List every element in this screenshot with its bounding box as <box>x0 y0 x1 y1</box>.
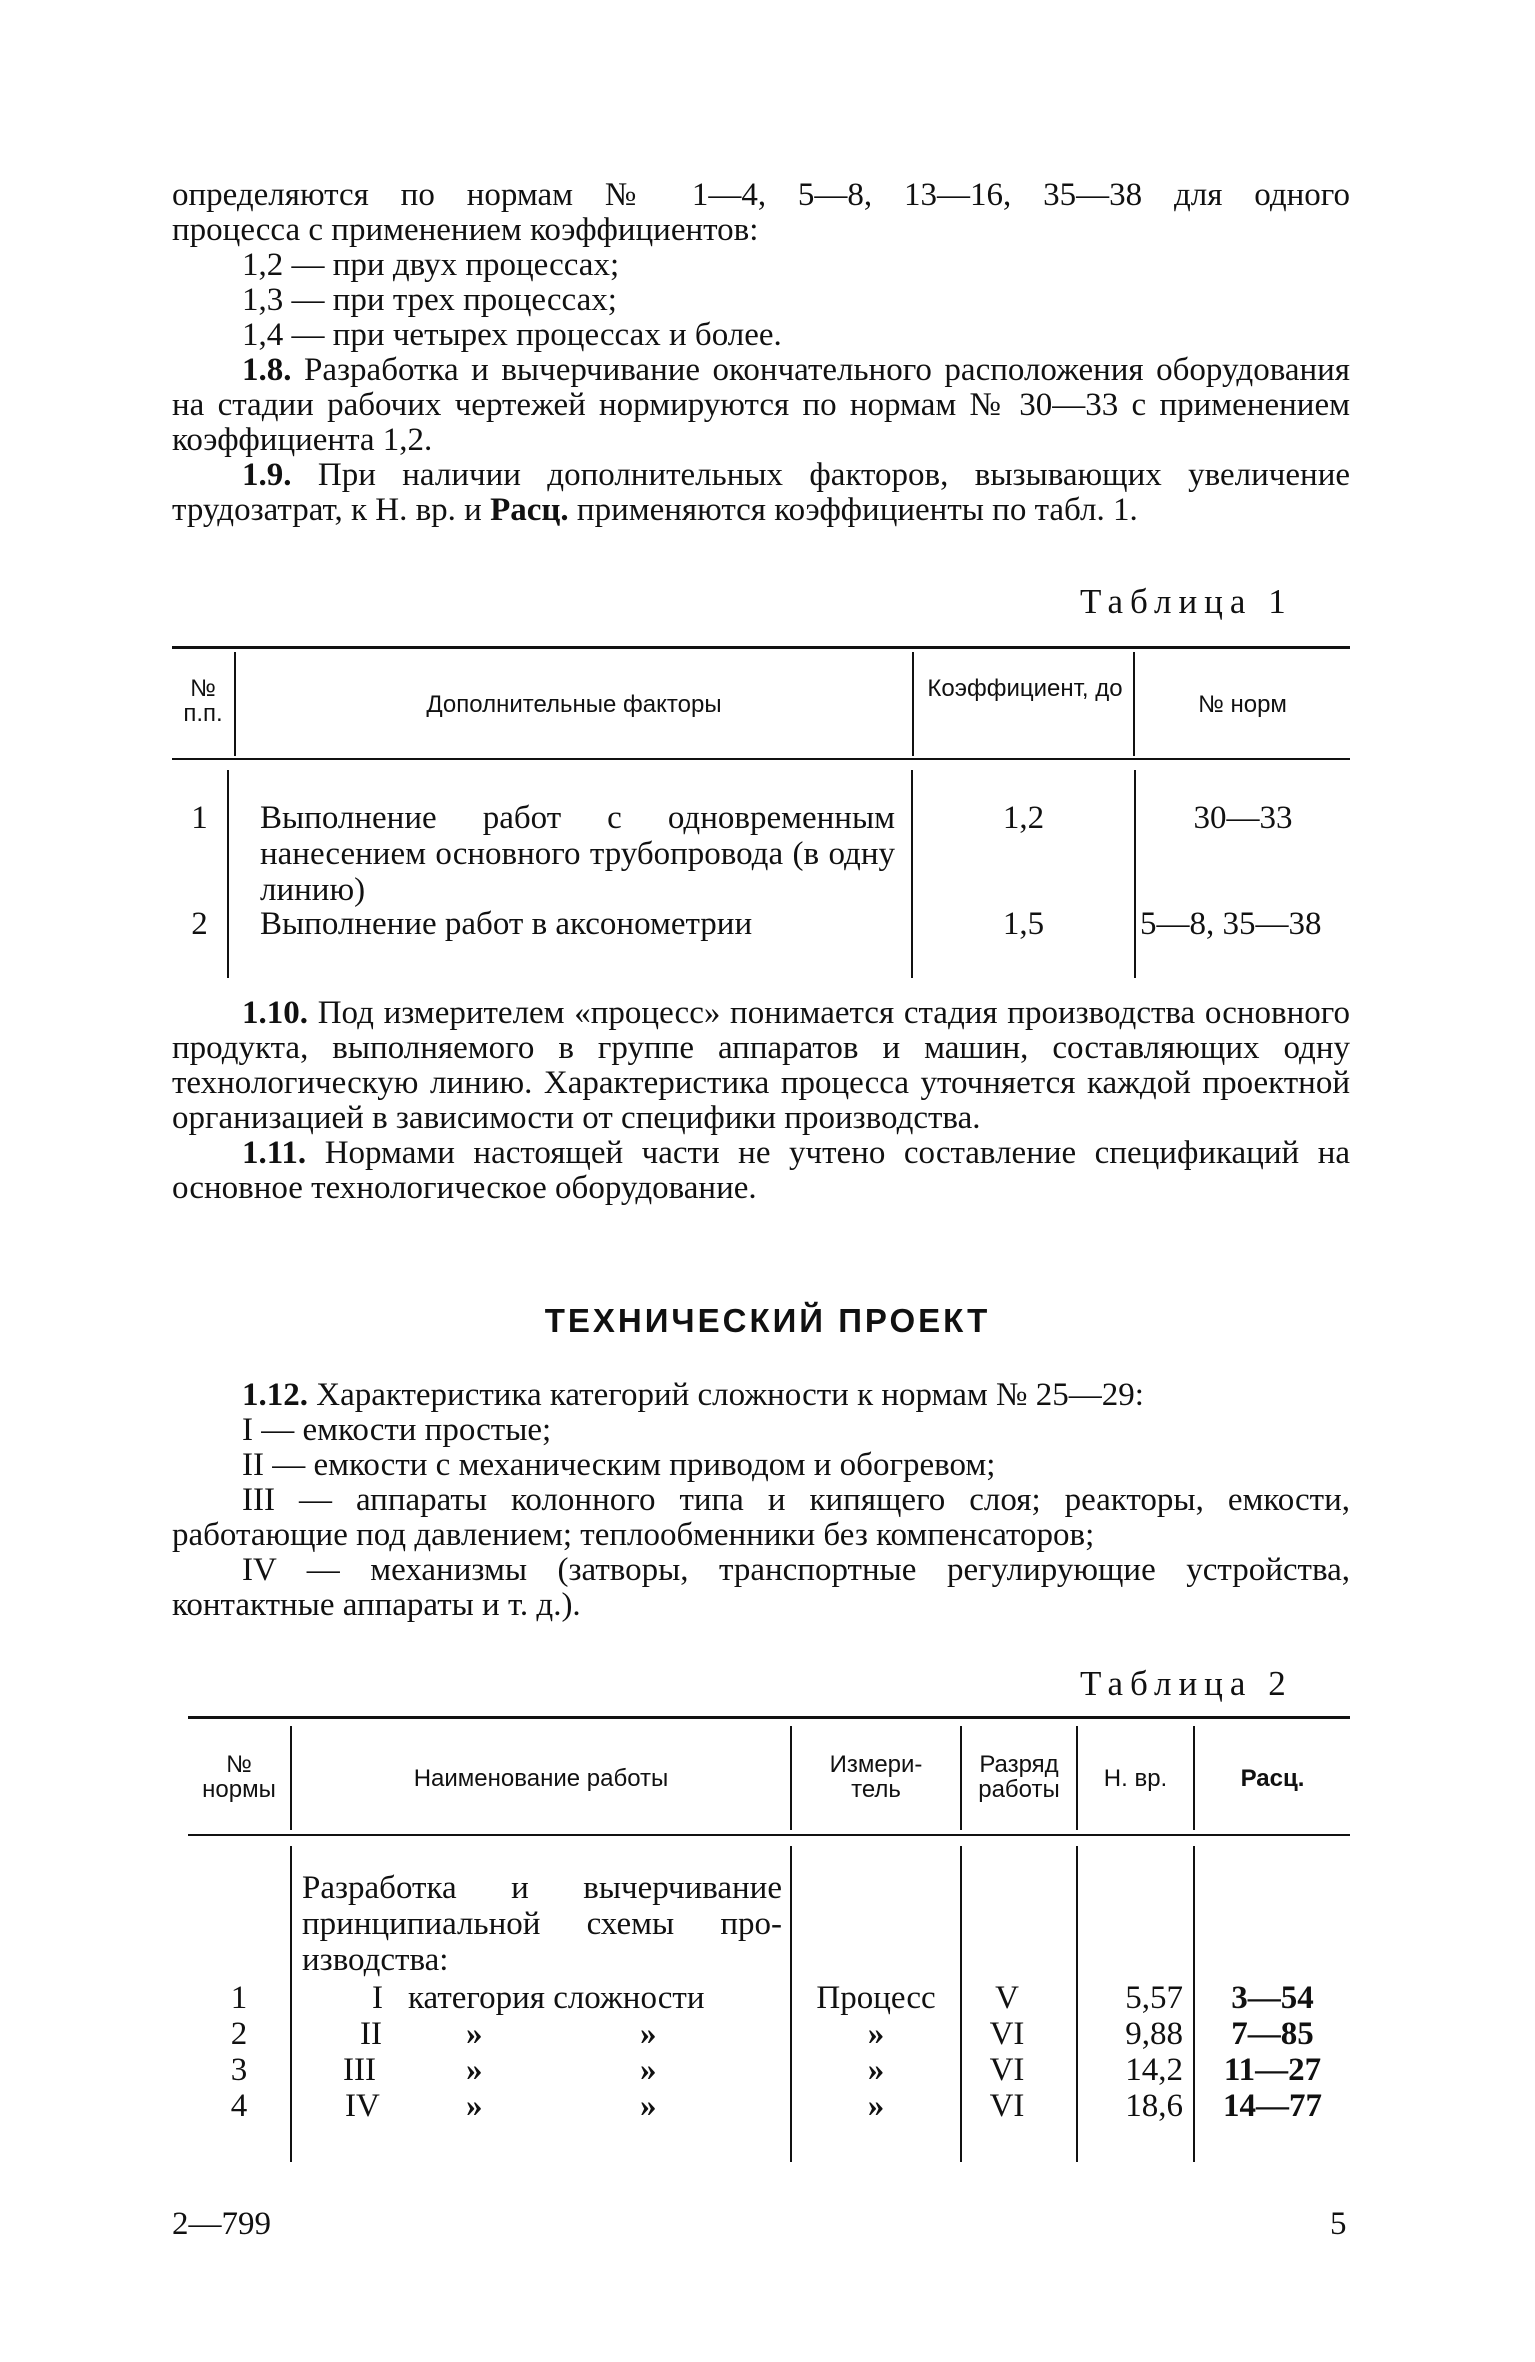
paragraph-1-8 <box>172 353 1350 458</box>
table-1-top-rule <box>172 646 1350 649</box>
coefficient-item-3: 1,4 — при четырех процессах и более. <box>242 317 782 353</box>
paragraph-1-12 <box>172 1378 1350 1413</box>
coefficient-item-2: 1,3 — при трех процессах; <box>242 282 617 318</box>
complexity-category-3: III — аппараты колонного типа и кипящего слоя; реакторы, емкости, работающие под давлением; теплообменники без компенсаторов; <box>172 1482 1350 1553</box>
row-ditto: » <box>466 2052 483 2088</box>
footer-code: 2—799 <box>172 2206 271 2242</box>
intro-line-2: процесса с применением коэффициентов: <box>172 212 759 248</box>
table-2-top-rule <box>188 1716 1350 1719</box>
row-unit: » <box>867 2052 885 2088</box>
row-unit: » <box>867 2088 885 2124</box>
paragraph-text: При наличии дополнительных факторов, вызывающих увеличение трудозатрат, к Н. вр. и <box>172 457 1350 528</box>
rasc-term: Расц. <box>490 492 569 528</box>
paragraph-number: 1.8. <box>242 352 292 388</box>
table-2-header-grade <box>962 1752 1076 1802</box>
complexity-category-2: II — емкости с механическим приводом и обогревом; <box>242 1447 996 1483</box>
header-line: работы <box>978 1776 1060 1803</box>
table-2-header-name: Наименование работы <box>413 1765 669 1792</box>
table-2-header-rule <box>188 1834 1350 1836</box>
paragraph-number: 1.12. <box>242 1377 308 1413</box>
intro-line-1: определяются по нормам № 1—4, 5—8, 13—16, 35—38 для одного <box>172 177 1350 213</box>
table-1-header-rule <box>172 758 1350 760</box>
table-1-title: Таблица 1 <box>1080 582 1293 621</box>
header-line: Разряд <box>979 1751 1059 1778</box>
group-line: принципиальной схемы про- <box>302 1906 782 1942</box>
group-line: Разработка и вычерчивание <box>302 1870 782 1906</box>
row-num: 3 <box>230 2052 248 2088</box>
table-1-col-divider <box>227 770 229 978</box>
row-category: I <box>372 1980 383 2016</box>
table-2-header-time: Н. вр. <box>1103 1765 1168 1792</box>
row-time: 18,6 <box>1125 2088 1183 2124</box>
paragraph-1-9 <box>172 458 1350 528</box>
row-ditto: » <box>466 2088 483 2124</box>
table-2-col-divider <box>290 1846 292 2162</box>
paragraph-text: Разработка и вычерчивание окончательного расположения оборудования на стадии рабочих чертежей нормируются по нормам № 30—33 с применением коэффициента 1,2. <box>172 352 1350 458</box>
row-grade: VI <box>989 2088 1025 2124</box>
complexity-category-4: IV — механизмы (затворы, транспортные регулирующие устройства, контактные аппараты и т. д.). <box>172 1552 1350 1623</box>
header-line: нормы <box>202 1776 276 1803</box>
middle-block <box>172 996 1350 1206</box>
group-line: изводства: <box>302 1942 449 1978</box>
header-line: Измери- <box>829 1751 923 1778</box>
row-num: 1 <box>230 1980 248 2016</box>
row-ditto: » <box>640 2088 657 2124</box>
row-time: 9,88 <box>1125 2016 1183 2052</box>
row-category: III <box>343 2052 376 2088</box>
row-ditto: » <box>640 2016 657 2052</box>
page-number: 5 <box>1330 2206 1347 2242</box>
row-ditto: » <box>466 2016 483 2052</box>
table-2-group-label <box>302 1870 782 1978</box>
coefficient-item-1: 1,2 — при двух процессах; <box>242 247 620 283</box>
table-1-header-coef: Коэффициент, до <box>927 675 1123 702</box>
header-line: № <box>226 1751 252 1778</box>
paragraph-1-11 <box>172 1136 1350 1206</box>
row-time: 5,57 <box>1125 1980 1183 2016</box>
intro-block <box>172 178 1350 528</box>
table-2-header-num <box>188 1752 290 1802</box>
paragraph-text: применяются коэффициенты по табл. 1. <box>568 492 1138 528</box>
complexity-category-1: I — емкости простые; <box>242 1412 552 1448</box>
row-factor: Выполнение работ с одновременным нанесением основного трубопровода (в одну линию) <box>260 800 895 908</box>
header-line: тель <box>851 1776 901 1803</box>
row-grade: VI <box>989 2052 1025 2088</box>
row-unit: » <box>867 2016 885 2052</box>
row-rate: 14—77 <box>1223 2088 1322 2124</box>
row-norms: 30—33 <box>1193 800 1293 836</box>
row-coef: 1,5 <box>1002 906 1045 942</box>
row-num: 2 <box>191 906 208 942</box>
paragraph-number: 1.9. <box>242 457 292 493</box>
row-coef: 1,2 <box>1002 800 1045 836</box>
row-category: II <box>360 2016 382 2052</box>
table-2-header-unit <box>792 1752 960 1802</box>
section-heading: ТЕХНИЧЕСКИЙ ПРОЕКТ <box>544 1302 991 1339</box>
table-1-col-divider <box>912 652 914 756</box>
paragraph-1-10 <box>172 996 1350 1136</box>
row-num: 4 <box>230 2088 248 2124</box>
paragraph-number: 1.10. <box>242 995 308 1031</box>
table-1-header-factors: Дополнительные факторы <box>426 691 722 718</box>
paragraph-text: Под измерителем «процесс» понимается стадия производства основного продукта, выполняемого в группе аппаратов и машин, составляющих одну технологическую линию. Характеристика процесса уточняется каждой проектной организацией в зависимости от специфики производства. <box>172 995 1350 1136</box>
row-rate: 11—27 <box>1223 2052 1322 2088</box>
row-rate: 3—54 <box>1231 1980 1314 2016</box>
table-2-title: Таблица 2 <box>1080 1664 1293 1703</box>
paragraph-text: Характеристика категорий сложности к нормам № 25—29: <box>308 1377 1144 1413</box>
row-num: 2 <box>230 2016 248 2052</box>
row-num: 1 <box>191 800 208 836</box>
row-rate: 7—85 <box>1231 2016 1314 2052</box>
row-label: категория сложности <box>408 1980 705 2016</box>
row-unit: Процесс <box>816 1980 936 2016</box>
row-time: 14,2 <box>1125 2052 1183 2088</box>
table-1-header-norms: № норм <box>1198 691 1287 718</box>
complexity-block <box>172 1378 1350 1623</box>
table-1-header-num: № п.п. <box>183 675 223 727</box>
paragraph-number: 1.11. <box>242 1135 307 1171</box>
paragraph-text: Нормами настоящей части не учтено составление спецификаций на основное технологическое оборудование. <box>172 1135 1350 1206</box>
row-category: IV <box>345 2088 380 2124</box>
row-norms: 5—8, 35—38 <box>1140 906 1322 942</box>
row-factor: Выполнение работ в аксонометрии <box>260 906 753 942</box>
row-grade: VI <box>989 2016 1025 2052</box>
table-2-header-rate: Расц. <box>1240 1765 1305 1792</box>
row-grade: V <box>995 1980 1019 2016</box>
row-ditto: » <box>640 2052 657 2088</box>
